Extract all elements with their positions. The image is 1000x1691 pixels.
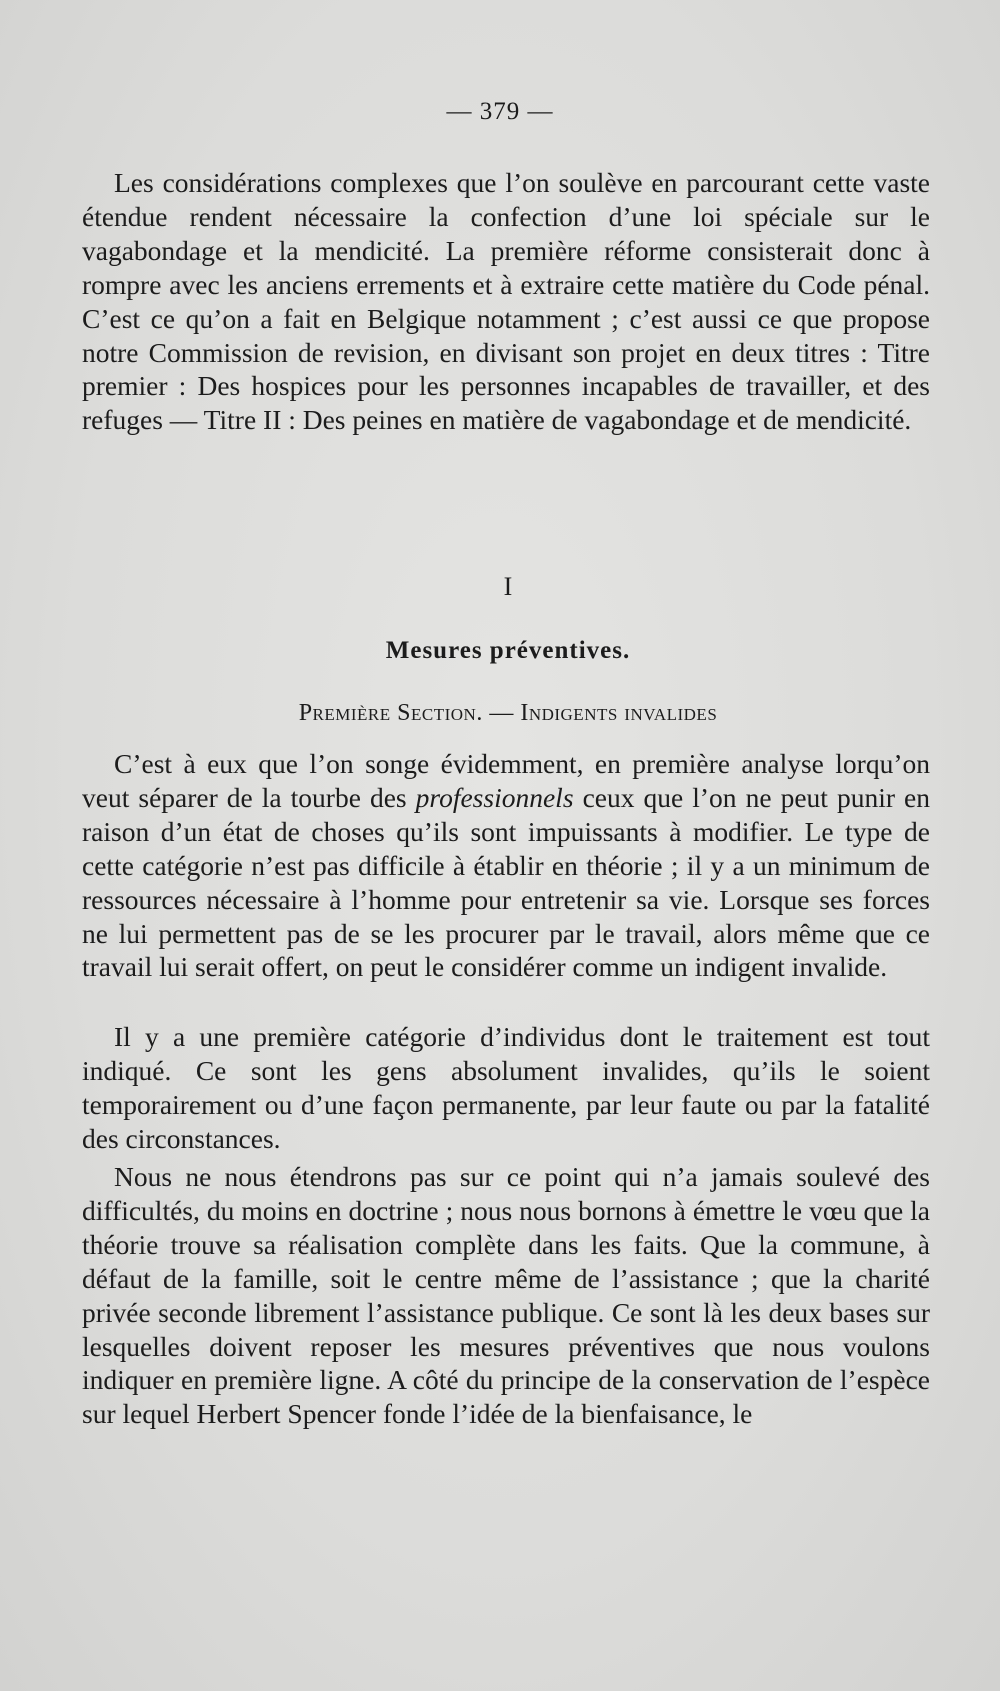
subsection-title: Première Section. — Indigents invalides [298, 700, 718, 726]
paragraph-assistance: Nous ne nous étendrons pas sur ce point qui n’a jamais soulevé des difficultés, du moins en doctrine ; nous nous bornons à émettre le vœu que la théorie trouve sa réalisation complète dans les faits. Que la commune, à défaut de la famille, soit le centre même de l’assistance ; que la charité privée seconde librement l’assistance publique. Ce sont là les deux bases sur lesquelles doivent reposer les mesures préventives que nous voulons indiquer en première ligne. A côté du principe de la conservation de l’espèce sur lequel Herbert Spencer fonde l’idée de la bienfaisance, le [82, 1161, 930, 1430]
section-number: I [503, 572, 513, 601]
paragraph-text-end: ceux que l’on ne peut punir en raison d’un état de choses qu’ils sont impuissants à modifier. Le type de cette catégorie n’est pas difficile à établir en théorie ; il y a un minimum de ressources nécessaire à l’homme pour entretenir sa vie. Lorsque ses forces ne lui permettent pas de se les procurer par le travail, alors même que ce travail lui serait offert, on peut le considérer comme un indigent invalide. [82, 781, 930, 983]
paragraph-text-start: C’est à eux que l’on songe évidemment, en première analyse lorqu’on veut séparer de la tourbe des [82, 748, 930, 813]
paragraph-intro: Les considérations complexes que l’on soulève en parcourant cette vaste étendue rendent nécessaire la confection d’une loi spéciale sur le vagabondage et la mendicité. La première réforme consisterait donc à rompre avec les anciens errements et à extraire cette matière du Code pénal. C’est ce qu’on a fait en Belgique notamment ; c’est aussi ce que propose notre Commission de revision, en divisant son projet en deux titres : Titre premier : Des hospices pour les personnes incapables de travailler, et des refuges — Titre II : Des peines en matière de vagabondage et de mendicité. [82, 167, 930, 436]
paragraph-categorie: Il y a une première catégorie d’individus dont le traitement est tout indiqué. Ce sont les gens absolument invalides, qu’ils le soient temporairement ou d’une façon permanente, par leur faute ou par la fatalité des circonstances. [82, 1021, 930, 1154]
paragraph-invalides [82, 747, 930, 984]
italic-term: professionnels [415, 781, 574, 813]
section-title: Mesures préventives. [385, 637, 631, 664]
page-number: — 379 — [446, 98, 554, 125]
